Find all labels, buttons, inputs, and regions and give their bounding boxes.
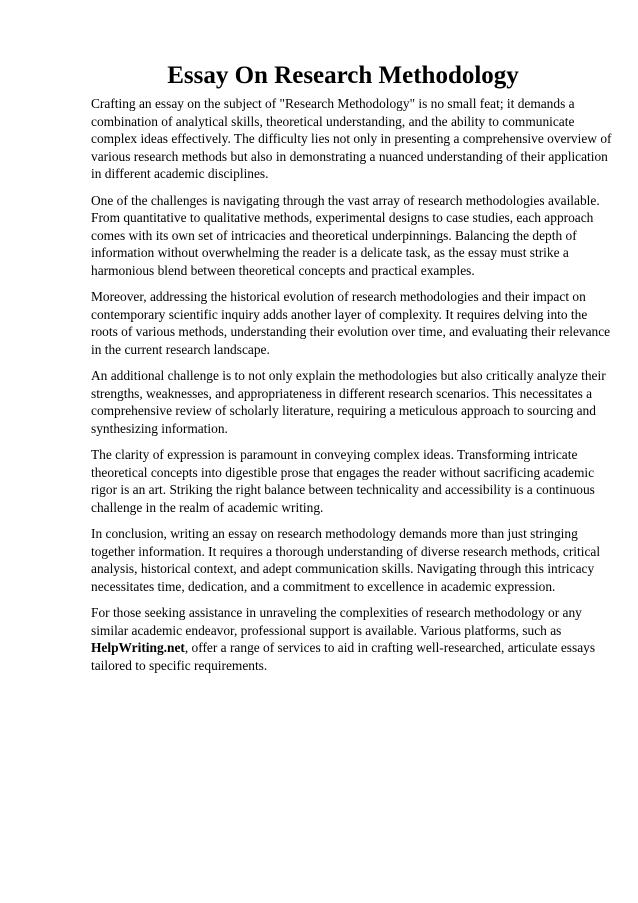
text-line-rest: , offer a range of services to aid in crafting well-researched, articulate essays	[184, 640, 596, 655]
text-line: roots of various methods, understanding their evolution over time, and evaluating their relevance	[91, 324, 611, 339]
text-line: From quantitative to qualitative methods, experimental designs to case studies, each approach	[91, 210, 594, 225]
document-title: Essay On Research Methodology	[167, 62, 519, 89]
text-line: One of the challenges is navigating through the vast array of research methodologies available.	[91, 192, 600, 208]
paragraph-4	[91, 367, 611, 437]
document-body	[91, 95, 611, 683]
paragraph-6	[91, 525, 611, 595]
paragraph-3	[91, 288, 611, 358]
text-line: comprehensive review of scholarly literature, requiring a meticulous approach to sourcing and	[91, 403, 596, 418]
text-line: theoretical concepts into digestible prose that engages the reader without sacrificing academic	[91, 464, 595, 480]
text-line: Moreover, addressing the historical evolution of research methodologies and their impact on	[91, 289, 586, 304]
text-line: An additional challenge is to not only explain the methodologies but also critically analyze their	[91, 368, 606, 383]
text-line: analysis, historical context, and adept communication skills. Navigating through this intricacy	[91, 561, 595, 576]
text-line: comes with its own set of intricacies and theoretical underpinnings. Balancing the depth of	[91, 227, 577, 243]
text-line	[91, 639, 611, 657]
text-line: information without overwhelming the reader is a delicate task, as the essay must strike a	[91, 245, 569, 260]
paragraph-2	[91, 192, 611, 280]
text-line: in the current research landscape.	[91, 341, 270, 357]
paragraph-7	[91, 604, 611, 674]
text-line: strengths, weaknesses, and appropriateness in different research scenarios. This necessitates a	[91, 385, 593, 401]
text-line: For those seeking assistance in unraveling the complexities of research methodology or any	[91, 605, 582, 620]
text-line: challenge in the realm of academic writing.	[91, 499, 324, 515]
text-line: Crafting an essay on the subject of "Research Methodology" is no small feat; it demands a	[91, 96, 575, 111]
text-line: in different academic disciplines.	[91, 166, 269, 181]
text-line: The clarity of expression is paramount in conveying complex ideas. Transforming intricate	[91, 447, 578, 462]
paragraph-5	[91, 446, 611, 516]
text-line: tailored to specific requirements.	[91, 657, 268, 673]
text-line: various research methods but also in demonstrating a nuanced understanding of their application	[91, 148, 608, 164]
text-line: combination of analytical skills, theoretical understanding, and the ability to communicate	[91, 113, 575, 129]
text-line: harmonious blend between theoretical concepts and practical examples.	[91, 262, 475, 278]
paragraph-1	[91, 95, 611, 183]
brand-name: HelpWriting.net	[91, 640, 185, 655]
text-line: In conclusion, writing an essay on research methodology demands more than just stringing	[91, 526, 578, 541]
text-line: similar academic endeavor, professional support is available. Various platforms, such as	[91, 622, 562, 638]
text-line: necessitates time, dedication, and a commitment to excellence in academic expression.	[91, 578, 556, 594]
text-line: complex ideas effectively. The difficulty lies not only in presenting a comprehensive overview of	[91, 131, 612, 146]
text-line: rigor is an art. Striking the right balance between technicality and accessibility is a continuous	[91, 482, 595, 497]
text-line: together information. It requires a thorough understanding of diverse research methods, critical	[91, 543, 601, 559]
text-line: contemporary scientific inquiry adds another layer of complexity. It requires delving into the	[91, 306, 588, 322]
text-line: synthesizing information.	[91, 420, 228, 436]
